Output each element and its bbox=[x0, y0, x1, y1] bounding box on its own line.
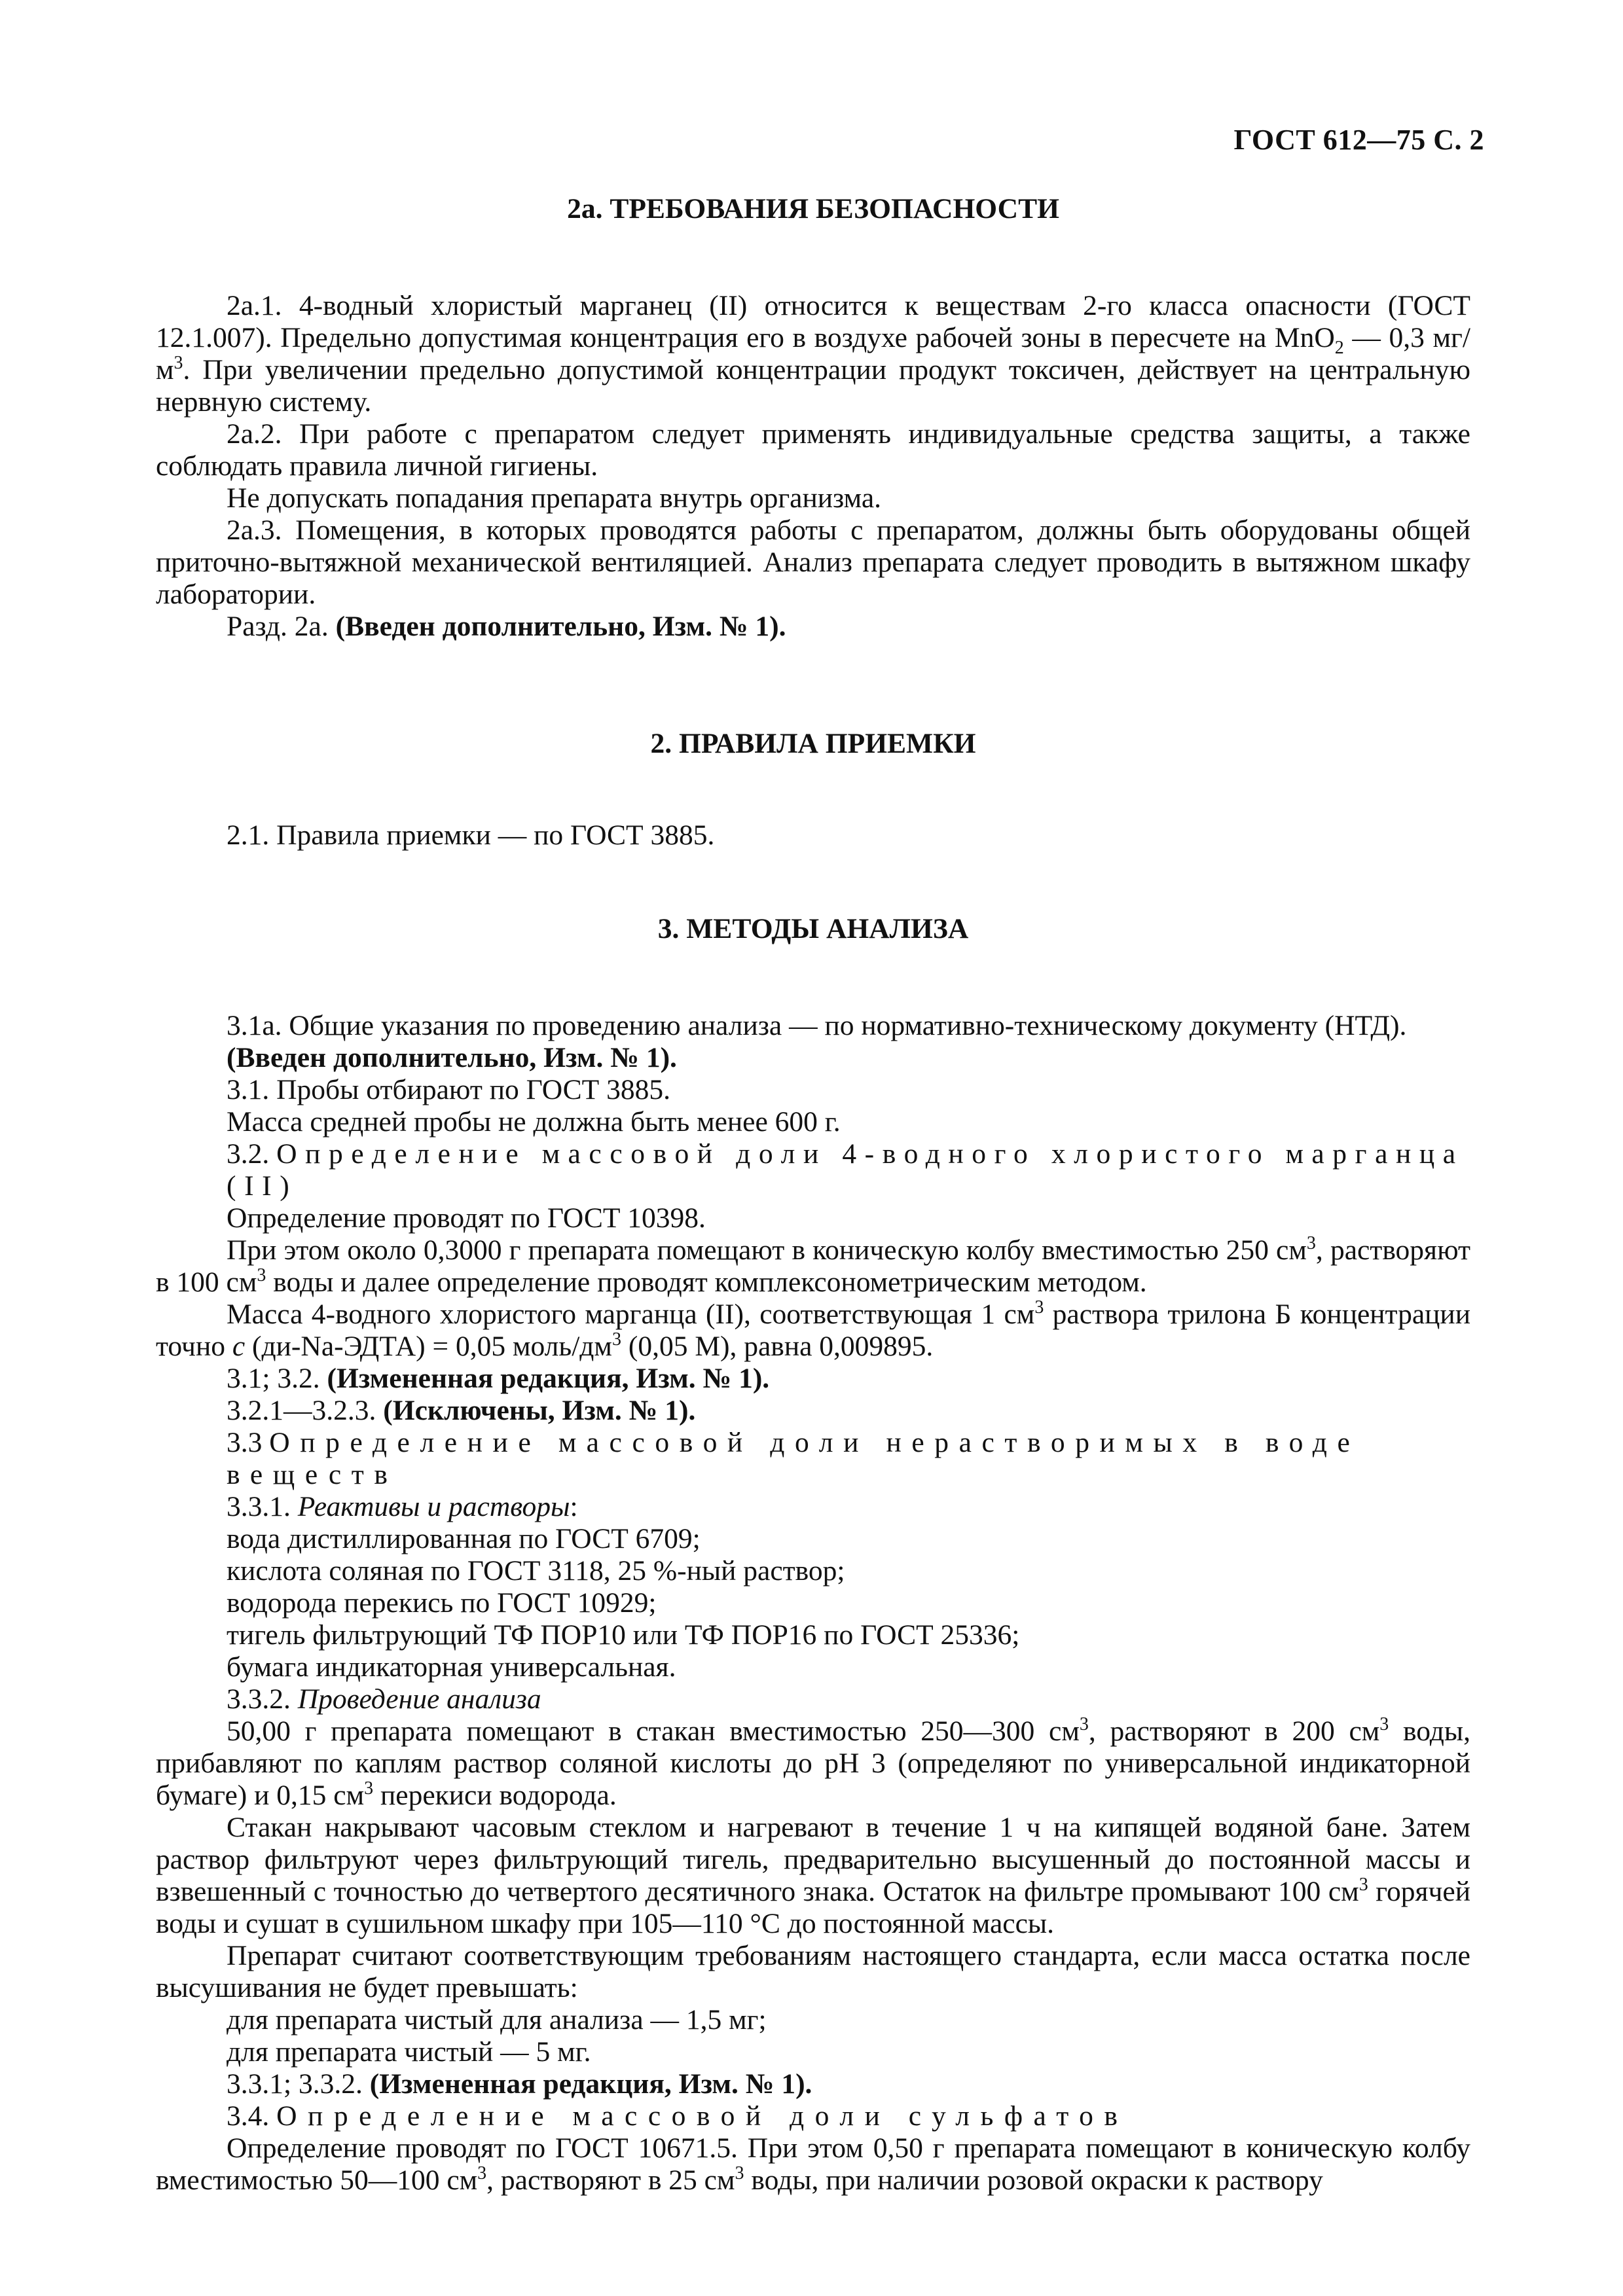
amendment-3-1-3-2 bbox=[156, 1363, 1470, 1395]
text: 3.3 bbox=[227, 1427, 270, 1458]
paragraph-3-3-2-a bbox=[156, 1715, 1470, 1812]
superscript: 3 bbox=[257, 1265, 266, 1285]
text: 3.3.2. bbox=[227, 1683, 298, 1715]
paragraph-3-4-title bbox=[156, 2100, 1470, 2132]
amendment-note: (Исключены, Изм. № 1). bbox=[383, 1395, 696, 1426]
paragraph-2a-amendment bbox=[156, 611, 1470, 643]
paragraph-3-3-2-title bbox=[156, 1683, 1470, 1715]
reagent-item: вода дистиллированная по ГОСТ 6709; bbox=[227, 1523, 701, 1554]
italic-title: Реактивы и растворы bbox=[297, 1491, 570, 1522]
paragraph-3-2-b bbox=[156, 1234, 1470, 1299]
paragraph-2a-2: 2а.2. При работе с препаратом следует применять индивидуальные средства защиты, а также соблюдать правила личной гигиены. bbox=[156, 418, 1470, 482]
superscript: 3 bbox=[611, 1329, 621, 1350]
italic-symbol: с bbox=[232, 1331, 246, 1362]
italic-title: Проведение анализа bbox=[297, 1683, 541, 1715]
amendment-3-2-1 bbox=[156, 1395, 1470, 1427]
paragraph-3-4-a bbox=[156, 2132, 1470, 2197]
document-body bbox=[156, 187, 1470, 2197]
superscript: 3 bbox=[477, 2163, 487, 2183]
section-heading-3: 3. МЕТОДЫ АНАЛИЗА bbox=[657, 913, 969, 944]
text: Стакан накрывают часовым стеклом и нагревают в течение 1 ч на кипящей водяной бане. Затем раствор фильтруют через фильтрующий тигель, предварительно высушенный до постоянной массы и взвешенный с точностью до четвертого десятичного знака. Остаток на фильтре промывают 100 см bbox=[156, 1812, 1470, 1907]
text: 3.4. bbox=[227, 2100, 277, 2132]
text: раствора трилона Б концентрации точно bbox=[156, 1299, 1470, 1362]
paragraph-3-2-c bbox=[156, 1299, 1470, 1363]
text: : bbox=[570, 1491, 578, 1522]
text: 3.3.1; 3.3.2. bbox=[227, 2068, 370, 2100]
amendment-note: (Измененная редакция, Изм. № 1). bbox=[327, 1363, 770, 1394]
text: Определение проводят по ГОСТ 10671.5. При этом 0,50 г препарата помещают в коническую колбу вместимостью 50—100 см bbox=[156, 2132, 1470, 2196]
reagent-item: бумага индикаторная универсальная. bbox=[227, 1651, 676, 1683]
reagent-item: тигель фильтрующий ТФ ПОР10 или ТФ ПОР16 по ГОСТ 25336; bbox=[227, 1619, 1020, 1651]
text: воды и далее определение проводят комплексонометрическим методом. bbox=[266, 1266, 1147, 1298]
text: При этом около 0,3000 г препарата помещают в коническую колбу вместимостью 250 см bbox=[227, 1234, 1307, 1266]
paragraph-3-2-title bbox=[156, 1138, 1470, 1202]
text: 3.3.1. bbox=[227, 1491, 298, 1522]
text: 50,00 г препарата помещают в стакан вместимостью 250—300 см bbox=[227, 1715, 1080, 1747]
paragraph-2a-1 bbox=[156, 290, 1470, 418]
reagent-item: кислота соляная по ГОСТ 3118, 25 %-ный раствор; bbox=[227, 1555, 845, 1587]
section-heading-2a: 2а. ТРЕБОВАНИЯ БЕЗОПАСНОСТИ bbox=[567, 193, 1059, 224]
amendment-note: (Измененная редакция, Изм. № 1). bbox=[369, 2068, 812, 2100]
text: воды, прибавляют по каплям раствор соляной кислоты до pH 3 (определяют по универсальной индикаторной бумаге) и 0,15 см bbox=[156, 1715, 1470, 1811]
limit-item: для препарата чистый — 5 мг. bbox=[227, 2036, 591, 2068]
text: . При увеличении предельно допустимой концентрации продукт токсичен, действует на центральную нервную систему. bbox=[156, 354, 1470, 418]
paragraph-3-3-title bbox=[156, 1427, 1470, 1491]
paragraph-3-3-2-b bbox=[156, 1812, 1470, 1940]
amendment-note-3-1a: (Введен дополнительно, Изм. № 1). bbox=[227, 1042, 677, 1073]
paragraph-3-3-2-c: Препарат считают соответствующим требованиям настоящего стандарта, если масса остатка после высушивания не будет превышать: bbox=[156, 1940, 1470, 2003]
amendment-note: (Введен дополнительно, Изм. № 1). bbox=[335, 611, 786, 642]
text: воды, при наличии розовой окраски к раствору bbox=[744, 2164, 1323, 2196]
text: , растворяют в 25 см bbox=[486, 2164, 735, 2196]
amendment-3-3 bbox=[156, 2068, 1470, 2100]
text: Масса 4-водного хлористого марганца (II), соответствующая 1 см bbox=[227, 1299, 1035, 1330]
text: горячей воды и сушат в сушильном шкафу при 105—110 °С до постоянной массы. bbox=[156, 1876, 1470, 1939]
document-reference: ГОСТ 612—75 С. 2 bbox=[1233, 124, 1484, 156]
text: (ди-Na-ЭДТА) = 0,05 моль/дм bbox=[245, 1331, 612, 1362]
section-heading-2: 2. ПРАВИЛА ПРИЕМКИ bbox=[650, 728, 976, 759]
paragraph-2a-3: 2а.3. Помещения, в которых проводятся работы с препаратом, должны быть оборудованы общей приточно-вытяжной механической вентиляцией. Анализ препарата следует проводить в вытяжном шкафу лаборатории. bbox=[156, 514, 1470, 610]
superscript: 3 bbox=[1306, 1233, 1316, 1253]
text: Разд. 2а. bbox=[227, 611, 336, 642]
superscript: 3 bbox=[1034, 1297, 1044, 1318]
superscript: 3 bbox=[173, 353, 183, 373]
paragraph-2a-2-note: Не допускать попадания препарата внутрь организма. bbox=[227, 482, 882, 514]
text: перекиси водорода. bbox=[373, 1780, 617, 1811]
paragraph-3-3-1-title bbox=[156, 1491, 1470, 1523]
text: 3.1; 3.2. bbox=[227, 1363, 327, 1394]
superscript: 3 bbox=[1079, 1714, 1089, 1734]
spaced-title: Определение массовой доли 4-водного хлористого марганца (II) bbox=[227, 1138, 1464, 1202]
paragraph-3-1: 3.1. Пробы отбирают по ГОСТ 3885. bbox=[227, 1074, 670, 1105]
subscript: 2 bbox=[1334, 338, 1344, 358]
paragraph-3-2-a: Определение проводят по ГОСТ 10398. bbox=[227, 1202, 706, 1234]
text: 3.2.1—3.2.3. bbox=[227, 1395, 384, 1426]
paragraph-3-1-mass: Масса средней пробы не должна быть менее 600 г. bbox=[227, 1106, 841, 1138]
spaced-title: Определение массовой доли сульфатов bbox=[276, 2100, 1129, 2132]
paragraph-2-1: 2.1. Правила приемки — по ГОСТ 3885. bbox=[227, 819, 715, 851]
superscript: 3 bbox=[735, 2163, 744, 2183]
reagent-item: водорода перекись по ГОСТ 10929; bbox=[227, 1587, 657, 1619]
text: , растворяют в 100 см bbox=[156, 1234, 1470, 1298]
text: (0,05 М), равна 0,009895. bbox=[621, 1331, 934, 1362]
superscript: 3 bbox=[1379, 1714, 1389, 1734]
text: — 0,3 мг/м bbox=[156, 322, 1470, 386]
text: 3.2. bbox=[227, 1138, 277, 1170]
spaced-title: Определение массовой доли нерастворимых в воде веществ bbox=[227, 1427, 1360, 1490]
text: 2а.1. 4-водный хлористый марганец (II) относится к веществам 2-го класса опасности (ГОСТ 12.1.007). Предельно допустимая концентрация его в воздухе рабочей зоны в пересчете на MnO bbox=[156, 290, 1470, 353]
superscript: 3 bbox=[364, 1778, 374, 1799]
limit-item: для препарата чистый для анализа — 1,5 мг; bbox=[227, 2004, 767, 2036]
paragraph-3-1a: 3.1а. Общие указания по проведению анализа — по нормативно-техническому документу (НТД). bbox=[227, 1010, 1407, 1041]
text: , растворяют в 200 см bbox=[1088, 1715, 1380, 1747]
superscript: 3 bbox=[1359, 1874, 1368, 1895]
